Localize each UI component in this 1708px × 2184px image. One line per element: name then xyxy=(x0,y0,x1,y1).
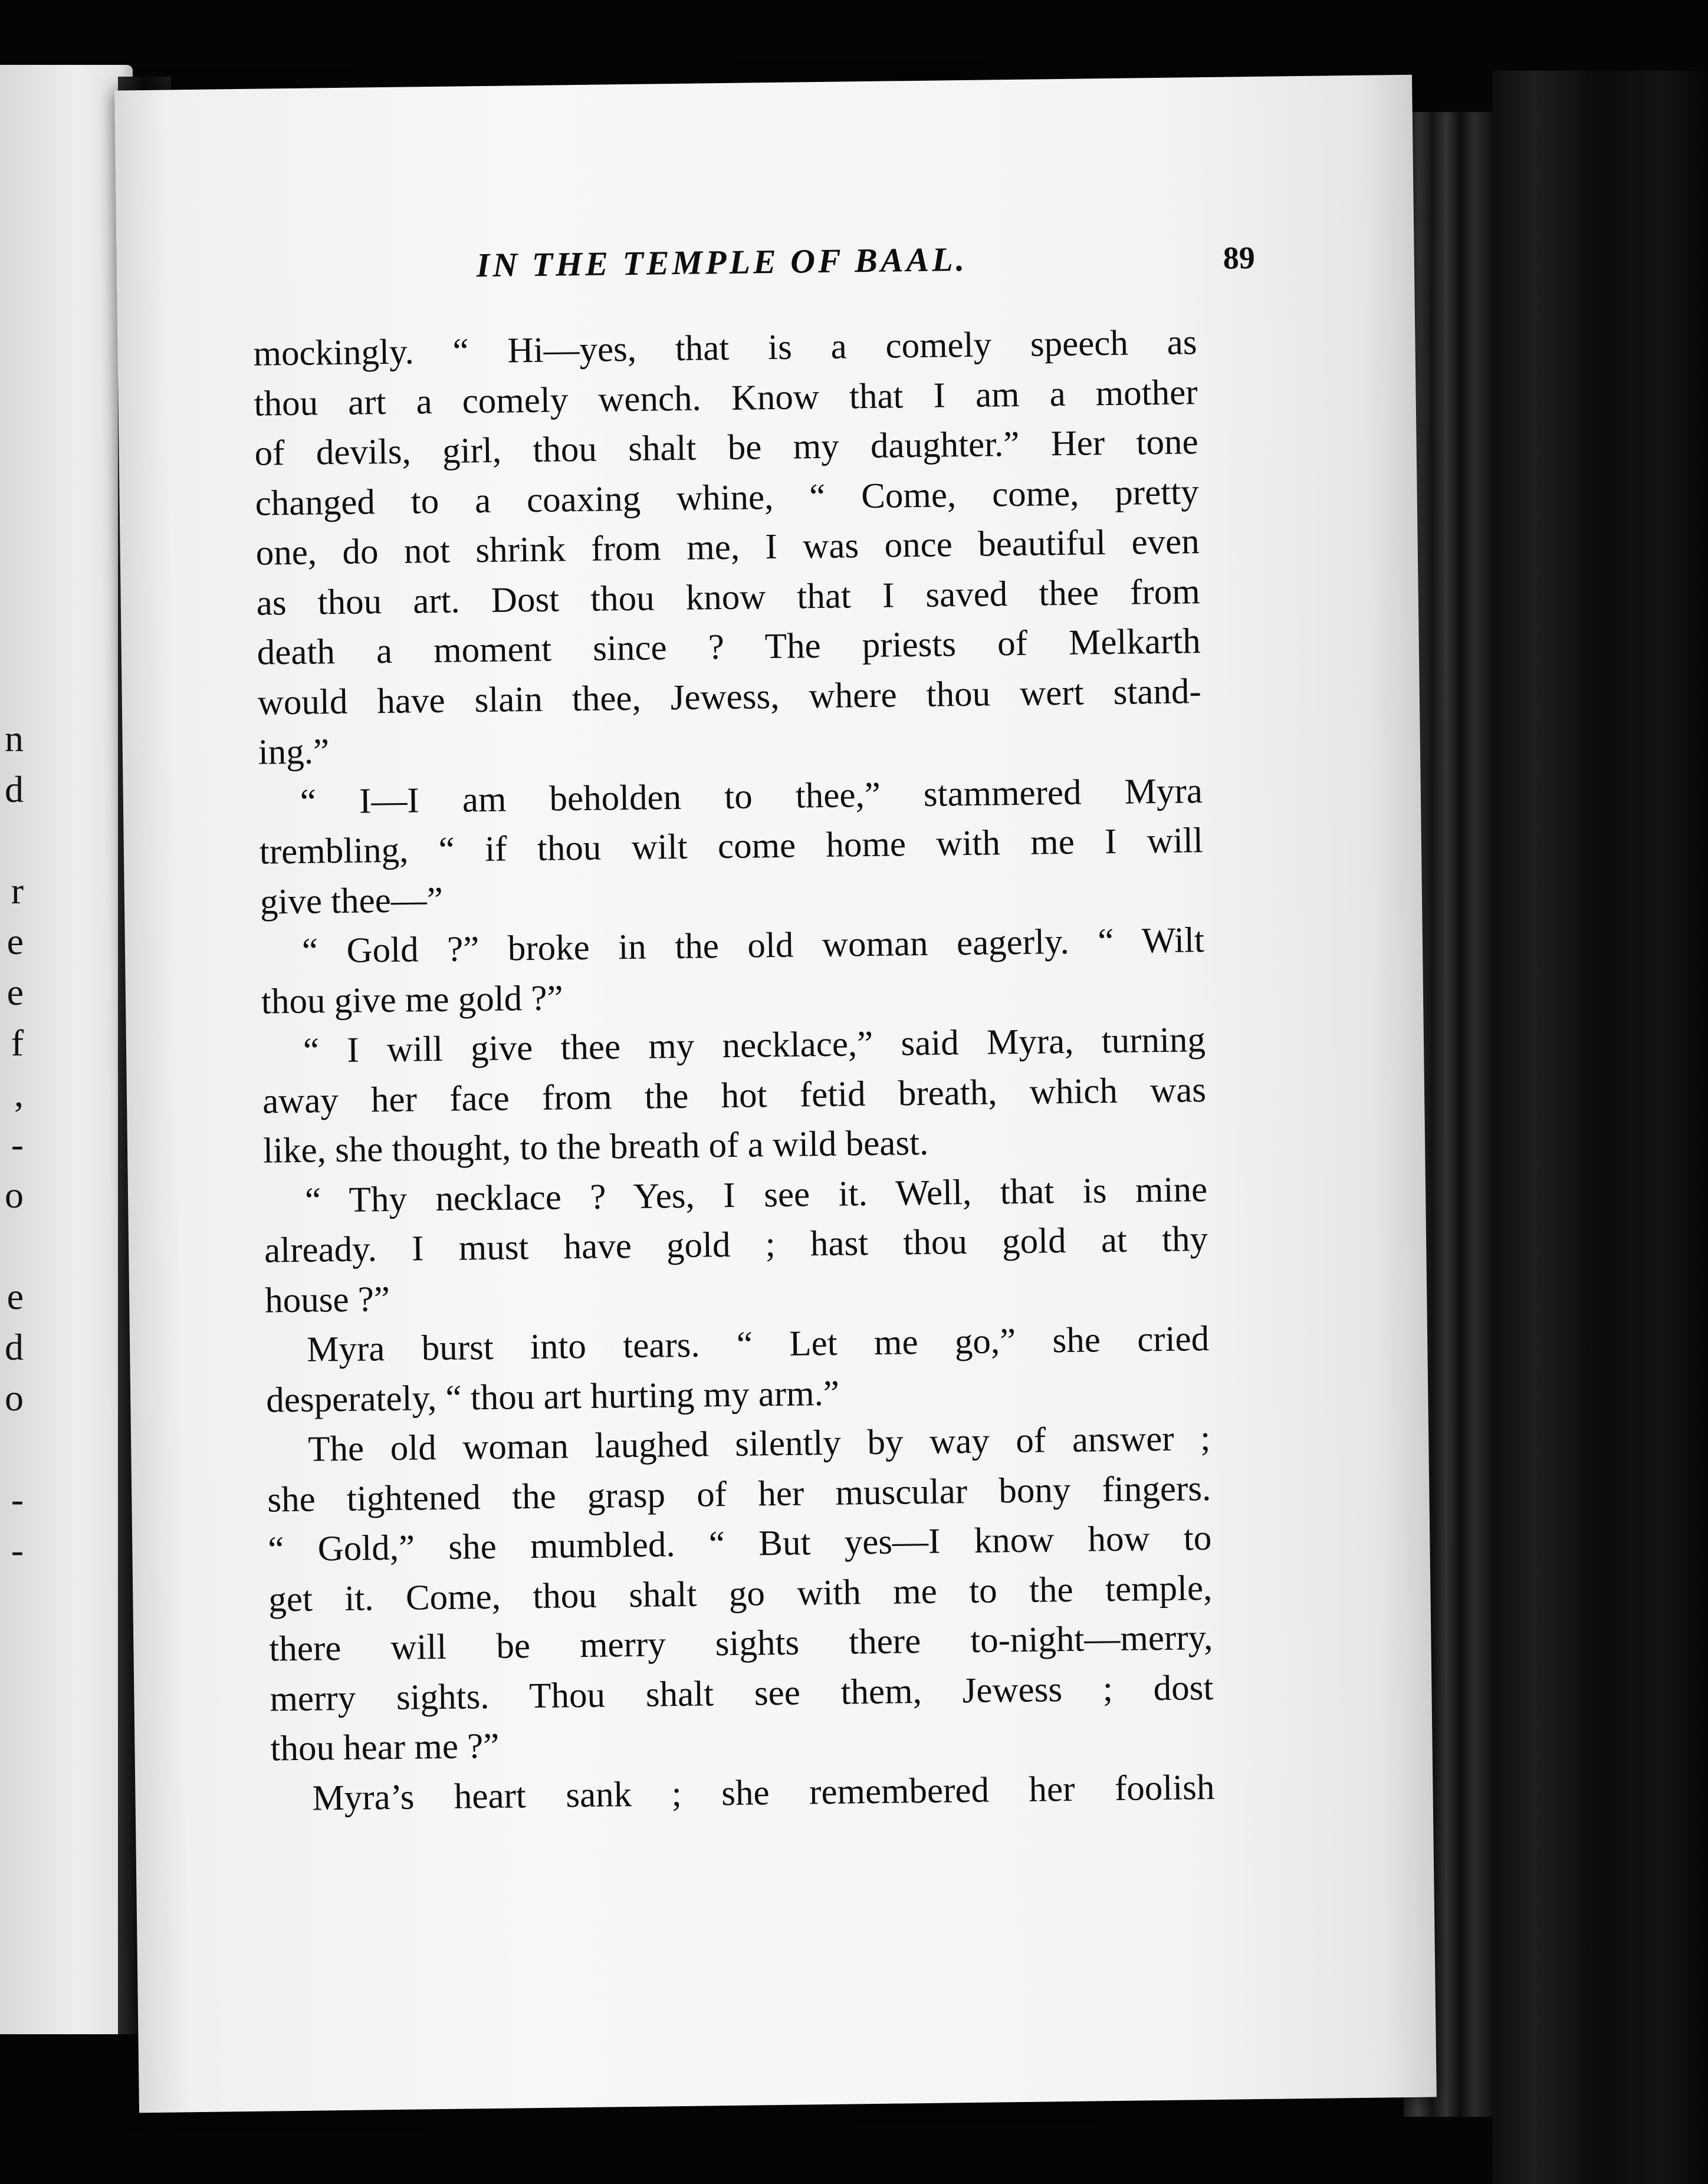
text-line: as thou art. Dost thou know that I saved thee from xyxy=(256,571,1201,623)
left-page-fragment: , xyxy=(14,1073,24,1114)
text-line: one, do not shrink from me, I was once beautiful even xyxy=(255,522,1200,573)
text-line: changed to a coaxing whine, “ Come, come, pretty xyxy=(255,472,1199,524)
left-page-fragment xyxy=(0,1221,24,1271)
left-page-fragment: e xyxy=(6,971,24,1013)
text-line: already. I must have gold ; hast thou gold at thy xyxy=(264,1219,1208,1271)
text-line: like, she thought, to the breath of a wild beast. xyxy=(262,1123,929,1171)
text-line: house ?” xyxy=(264,1279,390,1321)
text-line: “ I—I am beholden to thee,” stammered Myra xyxy=(300,771,1203,822)
text-line: “ Gold ?” broke in the old woman eagerly. “ Wilt xyxy=(301,920,1205,971)
text-line: thou art a comely wench. Know that I am a mother xyxy=(254,372,1198,424)
text-line: away her face from the hot fetid breath, which was xyxy=(262,1070,1207,1121)
text-line: ing.” xyxy=(258,732,330,772)
left-page-fragment: n xyxy=(5,718,24,759)
page-number: 89 xyxy=(1223,239,1256,276)
text-line: get it. Come, thou shalt go with me to the temple, xyxy=(268,1568,1213,1620)
left-page-fragment: f xyxy=(11,1022,24,1064)
left-page-fragment: o xyxy=(5,1174,24,1216)
text-line: would have slain thee, Jewess, where thou wert stand- xyxy=(257,671,1202,723)
left-page-fragment: o xyxy=(5,1377,24,1419)
left-page-fragment: r xyxy=(11,870,24,912)
body-text xyxy=(253,318,1215,1824)
page-content xyxy=(252,236,1256,1824)
left-page-fragment: - xyxy=(11,1123,24,1165)
text-line: merry sights. Thou shalt see them, Jewess ; dost xyxy=(270,1667,1214,1719)
text-line: “ Gold,” she mumbled. “ But yes—I know how to xyxy=(267,1518,1212,1570)
text-line: death a moment since ? The priests of Melkarth xyxy=(257,621,1201,673)
left-page-text-fragments xyxy=(0,713,24,1575)
left-page-fragment: d xyxy=(5,768,24,810)
book-cover-edge xyxy=(1492,71,1708,2184)
running-title: IN THE TEMPLE OF BAAL. xyxy=(476,239,968,285)
text-line: there will be merry sights there to-night—merry, xyxy=(269,1618,1213,1669)
text-line: Myra’s heart sank ; she remembered her foolish xyxy=(312,1767,1215,1818)
left-page-fragment: e xyxy=(6,920,24,962)
left-page-fragment: d xyxy=(5,1326,24,1368)
text-line: give thee—” xyxy=(260,880,444,922)
left-facing-page xyxy=(0,65,133,2034)
left-page-fragment xyxy=(0,815,24,866)
book-page xyxy=(114,75,1437,2113)
text-line: thou give me gold ?” xyxy=(261,978,563,1022)
left-page-fragment xyxy=(0,1423,24,1474)
text-line: The old woman laughed silently by way of answer ; xyxy=(307,1419,1211,1469)
text-line: thou hear me ?” xyxy=(270,1726,500,1769)
text-line: “ I will give thee my necklace,” said Myra, turning xyxy=(303,1020,1206,1071)
text-line: “ Thy necklace ? Yes, I see it. Well, that is mine xyxy=(304,1169,1208,1221)
text-line: trembling, “ if thou wilt come home with me I will xyxy=(259,821,1204,872)
left-page-fragment: e xyxy=(6,1275,24,1317)
running-head xyxy=(252,236,1256,313)
text-line: Myra burst into tears. “ Let me go,” she cried xyxy=(306,1319,1210,1370)
left-page-fragment: - xyxy=(11,1478,24,1520)
text-line: she tightened the grasp of her muscular bony fingers. xyxy=(267,1468,1211,1520)
text-line: desperately, “ thou art hurting my arm.” xyxy=(265,1373,840,1420)
text-line: mockingly. “ Hi—yes, that is a comely speech as xyxy=(253,323,1197,374)
text-line: of devils, girl, thou shalt be my daughter.” Her tone xyxy=(254,422,1198,473)
left-page-fragment: - xyxy=(11,1529,24,1571)
